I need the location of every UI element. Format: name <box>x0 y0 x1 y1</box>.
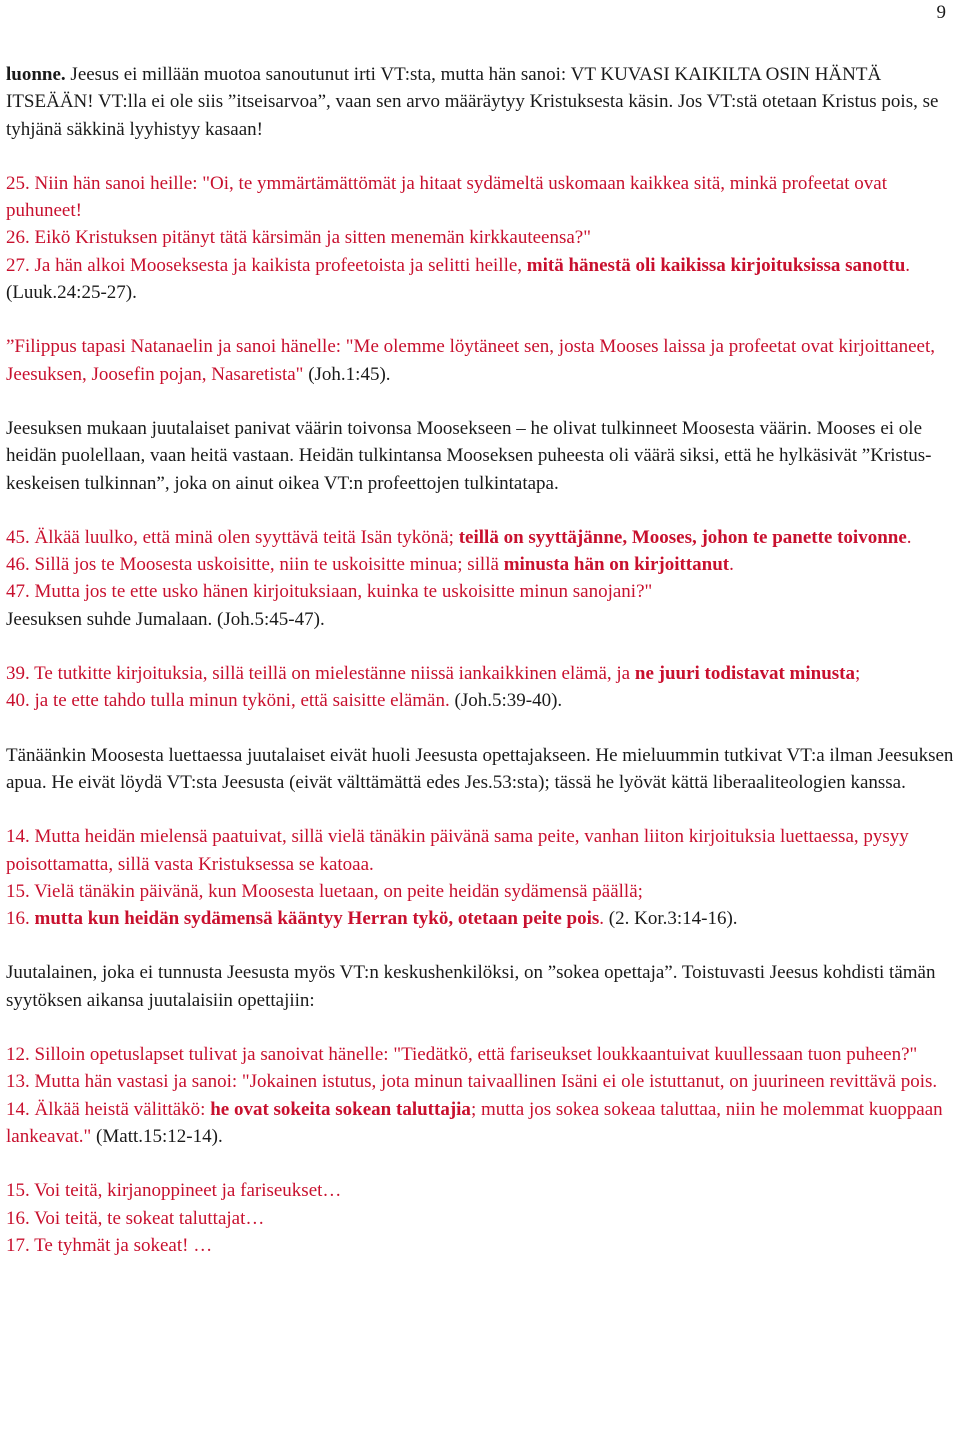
emphasis-text: minusta hän on kirjoittanut <box>503 554 730 576</box>
verse-text: 14. Älkää heistä välittäkö: <box>6 1098 211 1120</box>
emphasis-text: mutta kun heidän sydämensä kääntyy Herran tykö, otetaan peite pois <box>34 908 600 930</box>
paragraph-gap <box>6 143 954 170</box>
verse-john-5-47 <box>6 578 954 605</box>
verse-text: 12. Silloin opetuslapset tulivat ja sanoivat hänelle: "Tiedätkö, että fariseukset loukkaantuivat kuullessaan tuon puheen?" <box>6 1044 918 1066</box>
verse-john-5-46 <box>6 551 954 578</box>
verse-matt-23-16 <box>6 1205 954 1232</box>
verse-text: 39. Te tutkitte kirjoituksia, sillä teillä on mielestänne niissä iankaikkinen elämä, ja <box>6 663 635 685</box>
scripture-reference: (Joh.1:45). <box>303 363 391 385</box>
verse-text: ; mutta jos sokea sokeaa taluttaa, niin he molemmat kuoppaan lankeavat." <box>6 1098 943 1147</box>
verse-john-5-39 <box>6 660 954 687</box>
emphasis-text: he ovat sokeita sokean taluttajia <box>210 1098 471 1120</box>
verse-matt-15-12 <box>6 1041 954 1068</box>
document-body <box>6 61 954 1259</box>
verse-matt-15-14 <box>6 1096 954 1151</box>
paragraph-gap <box>6 633 954 660</box>
verse-matt-15-13 <box>6 1068 954 1095</box>
paragraph-gap <box>6 1150 954 1177</box>
verse-2cor-3-16 <box>6 905 954 932</box>
verse-text: ”Filippus tapasi Natanaelin ja sanoi hänelle: "Me olemme löytäneet sen, josta Mooses laissa ja profeetat ovat kirjoittaneet, Jeesuksen, Joosefin pojan, Nasaretista" <box>6 336 935 385</box>
paragraph-gap <box>6 306 954 333</box>
verse-text: 40. ja te ette tahdo tulla minun tyköni, että saisitte elämän. <box>6 690 450 712</box>
paragraph-gap <box>6 388 954 415</box>
verse-matt-23-15 <box>6 1177 954 1204</box>
page-number: 9 <box>936 2 946 23</box>
verse-luke-24-26 <box>6 224 954 251</box>
commentary-paragraph: Jeesuksen mukaan juutalaiset panivat väärin toivonsa Moosekseen – he olivat tulkinneet Moosesta väärin. Mooses ei ole heidän puolellaan, vaan heitä vastaan. Heidän tulkintansa Mooseksen puheesta oli väärä siksi, että he hylkäsivät ”Kristus-keskeisen tulkinnan”, joka on ainut oikea VT:n profeettojen tulkintatapa. <box>6 417 932 494</box>
scripture-reference: (Luuk.24:25-27). <box>6 282 137 304</box>
verse-text: 15. Vielä tänäkin päivänä, kun Moosesta luetaan, on peite heidän sydämensä päällä; <box>6 880 643 902</box>
verse-text: 17. Te tyhmät ja sokeat! … <box>6 1234 213 1256</box>
verse-text: 15. Voi teitä, kirjanoppineet ja fariseukset… <box>6 1180 342 1202</box>
commentary-paragraph: Tänäänkin Moosesta luettaessa juutalaiset eivät huoli Jeesusta opettajakseen. He mieluummin tutkivat VT:a ilman Jeesuksen apua. He eivät löydä VT:sta Jeesusta (eivät välttämättä edes Jes.53:sta); tässä he lyövät kättä liberaaliteologien kanssa. <box>6 744 954 793</box>
verse-text: 14. Mutta heidän mielensä paatuivat, sillä vielä tänäkin päivänä sama peite, vanhan liiton kirjoituksia luettaessa, pysyy poisottamatta, sillä vasta Kristuksessa se katoaa. <box>6 826 909 875</box>
verse-text: ; <box>854 663 861 685</box>
verse-text: 46. Sillä jos te Moosesta uskoisitte, niin te uskoisitte minua; sillä <box>6 554 504 576</box>
verse-john-5-40 <box>6 687 954 714</box>
verse-text: 47. Mutta jos te ette usko hänen kirjoituksiaan, kuinka te uskoisitte minun sanojani?" <box>6 581 653 603</box>
verse-john-1-45 <box>6 333 954 388</box>
paragraph-text: Jeesus ei millään muotoa sanoutunut irti VT:sta, mutta hän sanoi: VT KUVASI KAIKILTA OSIN HÄNTÄ ITSEÄÄN! VT:lla ei ole siis ”itseisarvoa”, vaan sen arvo määräytyy Kristuksesta käsin. Jos VT:stä otetaan Kristus pois, se tyhjänä säkkinä lyyhistyy kasaan! <box>6 64 939 140</box>
bold-word: luonne. <box>6 64 66 85</box>
paragraph-gap <box>6 1014 954 1041</box>
scripture-reference-line: Jeesuksen suhde Jumalaan. (Joh.5:45-47). <box>6 608 325 630</box>
paragraph-gap <box>6 932 954 959</box>
verse-john-5-45 <box>6 524 954 551</box>
paragraph-gap <box>6 497 954 524</box>
emphasis-text: ne juuri todistavat minusta <box>634 663 855 685</box>
verse-matt-23-17 <box>6 1232 954 1259</box>
verse-text: 25. Niin hän sanoi heille: "Oi, te ymmärtämättömät ja hitaat sydämeltä uskomaan kaikkea sitä, minkä profeetat ovat puhuneet! <box>6 172 887 222</box>
commentary-paragraph: Juutalainen, joka ei tunnusta Jeesusta myös VT:n keskushenkilöksi, on ”sokea opettaja”. Toistuvasti Jeesus kohdisti tämän syytöksen aikansa juutalaisiin opettajiin: <box>6 962 936 1011</box>
paragraph-intro <box>6 61 954 143</box>
verse-2cor-3-15 <box>6 878 954 905</box>
scripture-reference: (Joh.5:39-40). <box>449 690 563 712</box>
verse-text: 13. Mutta hän vastasi ja sanoi: "Jokainen istutus, jota minun taivaallinen Isäni ei ole istuttanut, on juurineen revittävä pois. <box>6 1071 938 1093</box>
verse-text: 16. <box>6 908 35 930</box>
paragraph-gap <box>6 715 954 742</box>
verse-text: 27. Ja hän alkoi Mooseksesta ja kaikista profeetoista ja selitti heille, <box>6 254 527 276</box>
verse-2cor-3-14 <box>6 823 954 878</box>
verse-luke-24-27 <box>6 252 954 307</box>
scripture-reference: (2. Kor.3:14-16). <box>604 908 738 930</box>
verse-luke-24-25 <box>6 170 954 225</box>
verse-text: . <box>906 526 912 548</box>
verse-text: . <box>599 908 605 930</box>
verse-text: 16. Voi teitä, te sokeat taluttajat… <box>6 1207 265 1229</box>
verse-text: 26. Eikö Kristuksen pitänyt tätä kärsimän ja sitten menemän kirkkauteensa?" <box>6 227 591 249</box>
verse-text: . <box>905 254 911 276</box>
emphasis-text: mitä hänestä oli kaikissa kirjoituksissa sanottu <box>526 254 906 276</box>
scripture-reference: (Matt.15:12-14). <box>91 1125 223 1147</box>
verse-text: 45. Älkää luulko, että minä olen syyttävä teitä Isän tykönä; <box>6 526 459 548</box>
paragraph-gap <box>6 796 954 823</box>
emphasis-text: teillä on syyttäjänne, Mooses, johon te panette toivonne <box>458 526 907 548</box>
verse-text: . <box>729 554 734 576</box>
